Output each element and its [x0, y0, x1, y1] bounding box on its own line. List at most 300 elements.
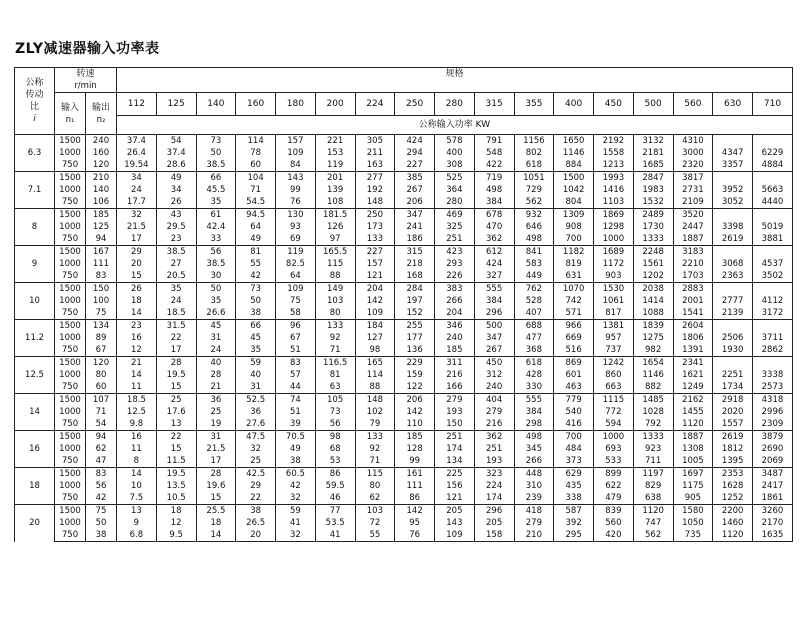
power-cell: 22	[236, 492, 276, 505]
power-cell: 45	[236, 332, 276, 344]
power-cell: 77	[315, 505, 355, 518]
power-cell: 1685	[633, 159, 673, 172]
power-cell: 6229	[753, 147, 793, 159]
power-cell: 2069	[753, 455, 793, 468]
power-cell: 62	[355, 492, 395, 505]
power-cell: 14	[117, 369, 157, 381]
output-speed-cell: 54	[86, 418, 117, 431]
output-speed-cell: 62	[86, 443, 117, 455]
output-speed-cell: 50	[86, 517, 117, 529]
power-cell: 392	[554, 517, 594, 529]
power-cell: 1861	[753, 492, 793, 505]
power-cell: 10	[117, 480, 157, 492]
power-cell: 1887	[673, 233, 713, 246]
power-cell: 32	[276, 492, 316, 505]
power-cell: 1532	[633, 196, 673, 209]
output-speed-cell: 107	[86, 394, 117, 407]
power-cell: 56	[196, 246, 236, 259]
power-cell: 1333	[633, 431, 673, 444]
power-cell: 32	[117, 209, 157, 222]
power-cell: 330	[514, 381, 554, 394]
power-cell: 84	[276, 159, 316, 172]
power-cell: 2996	[753, 406, 793, 418]
power-cell	[753, 172, 793, 185]
power-cell: 373	[554, 455, 594, 468]
power-cell: 142	[395, 406, 435, 418]
power-cell: 88	[355, 381, 395, 394]
power-cell: 148	[355, 196, 395, 209]
power-cell: 294	[395, 147, 435, 159]
output-speed-cell: 106	[86, 196, 117, 209]
power-cell: 97	[315, 233, 355, 246]
power-cell: 136	[395, 344, 435, 357]
power-cell: 779	[554, 394, 594, 407]
power-cell: 130	[276, 209, 316, 222]
output-speed-cell: 67	[86, 344, 117, 357]
power-cell: 711	[633, 455, 673, 468]
power-cell: 1839	[633, 320, 673, 333]
power-cell: 111	[395, 480, 435, 492]
power-cell: 338	[554, 492, 594, 505]
power-cell: 157	[276, 135, 316, 148]
power-cell: 957	[594, 332, 634, 344]
power-cell: 121	[355, 270, 395, 283]
power-cell: 2489	[633, 209, 673, 222]
power-cell: 1197	[633, 468, 673, 481]
input-speed-cell: 1500	[55, 283, 86, 296]
power-cell	[753, 246, 793, 259]
power-cell: 251	[435, 233, 475, 246]
power-cell: 792	[633, 418, 673, 431]
power-cell: 56	[315, 418, 355, 431]
power-cell: 20	[236, 529, 276, 542]
power-cell: 174	[474, 492, 514, 505]
power-cell: 18.5	[117, 394, 157, 407]
power-cell: 5663	[753, 184, 793, 196]
table-row	[15, 344, 793, 357]
power-cell: 284	[395, 283, 435, 296]
power-cell: 38	[236, 307, 276, 320]
power-cell	[713, 320, 753, 333]
power-cell: 55	[355, 529, 395, 542]
power-cell: 3052	[713, 196, 753, 209]
power-cell: 1309	[554, 209, 594, 222]
power-cell: 3172	[753, 307, 793, 320]
power-cell: 362	[474, 233, 514, 246]
power-cell: 50	[196, 283, 236, 296]
power-cell: 50	[196, 147, 236, 159]
input-speed-cell: 750	[55, 196, 86, 209]
power-cell: 1697	[673, 468, 713, 481]
power-cell: 463	[554, 381, 594, 394]
power-cell: 74	[276, 394, 316, 407]
table-row	[15, 431, 793, 444]
input-speed-cell: 1000	[55, 221, 86, 233]
power-cell: 601	[554, 369, 594, 381]
power-cell: 81	[236, 246, 276, 259]
input-speed-cell: 750	[55, 233, 86, 246]
power-cell: 51	[276, 344, 316, 357]
power-cell: 1005	[673, 455, 713, 468]
power-cell: 73	[315, 406, 355, 418]
power-cell: 42	[236, 270, 276, 283]
power-cell: 80	[355, 480, 395, 492]
power-cell: 2619	[713, 233, 753, 246]
power-cell: 3000	[673, 147, 713, 159]
power-cell: 26	[117, 283, 157, 296]
power-cell: 251	[435, 431, 475, 444]
power-cell: 1000	[594, 233, 634, 246]
power-cell: 525	[435, 172, 475, 185]
power-cell: 66	[196, 172, 236, 185]
power-cell: 49	[236, 233, 276, 246]
power-cell: 762	[514, 283, 554, 296]
power-cell: 982	[633, 344, 673, 357]
power-cell: 280	[435, 196, 475, 209]
input-label: 输入	[60, 102, 79, 113]
power-cell: 53.5	[315, 517, 355, 529]
power-cell: 3817	[673, 172, 713, 185]
power-cell: 119	[315, 159, 355, 172]
output-speed-cell: 134	[86, 320, 117, 333]
power-cell: 1381	[594, 320, 634, 333]
output-speed-cell: 47	[86, 455, 117, 468]
power-cell: 416	[554, 418, 594, 431]
input-speed-cell: 1500	[55, 209, 86, 222]
power-cell: 17	[117, 233, 157, 246]
output-speed-cell: 80	[86, 369, 117, 381]
power-cell: 16	[117, 332, 157, 344]
input-speed-cell: 1500	[55, 246, 86, 259]
power-cell: 528	[514, 295, 554, 307]
power-cell: 25	[236, 455, 276, 468]
power-cell: 66	[236, 320, 276, 333]
power-cell: 629	[554, 468, 594, 481]
power-cell: 168	[395, 270, 435, 283]
power-cell: 21	[196, 381, 236, 394]
power-cell: 150	[435, 418, 475, 431]
power-cell: 404	[474, 394, 514, 407]
power-cell: 63	[315, 381, 355, 394]
power-cell	[713, 209, 753, 222]
ratio-cell: 8	[15, 209, 55, 246]
power-cell: 2883	[673, 283, 713, 296]
power-cell: 266	[514, 455, 554, 468]
power-cell: 31.5	[156, 320, 196, 333]
input-speed-cell: 1500	[55, 135, 86, 148]
power-cell: 2170	[753, 517, 793, 529]
power-cell: 747	[633, 517, 673, 529]
power-cell: 2731	[673, 184, 713, 196]
power-cell: 88	[315, 270, 355, 283]
power-cell: 688	[514, 320, 554, 333]
power-cell: 2200	[713, 505, 753, 518]
output-speed-cell: 71	[86, 406, 117, 418]
power-cell: 3260	[753, 505, 793, 518]
power-cell: 15	[196, 492, 236, 505]
table-row	[15, 357, 793, 370]
ratio-cell: 20	[15, 505, 55, 542]
output-speed-cell: 240	[86, 135, 117, 148]
power-cell: 631	[554, 270, 594, 283]
power-cell: 19.6	[196, 480, 236, 492]
power-cell: 184	[355, 320, 395, 333]
power-cell	[713, 357, 753, 370]
size-header-cell: 280	[435, 93, 475, 116]
power-cell: 500	[474, 320, 514, 333]
power-cell: 61	[196, 209, 236, 222]
power-cell: 3068	[713, 258, 753, 270]
power-cell: 51	[276, 406, 316, 418]
power-cell: 678	[474, 209, 514, 222]
power-cell: 26	[156, 196, 196, 209]
power-cell: 2320	[673, 159, 713, 172]
power-cell: 17.7	[117, 196, 157, 209]
power-cell: 152	[395, 307, 435, 320]
power-cell: 103	[315, 295, 355, 307]
power-cell: 206	[395, 394, 435, 407]
power-cell: 32	[236, 443, 276, 455]
power-cell: 1275	[633, 332, 673, 344]
power-cell: 1530	[594, 283, 634, 296]
output-speed-cell: 83	[86, 270, 117, 283]
power-cell: 163	[355, 159, 395, 172]
power-cell: 8	[117, 455, 157, 468]
power-cell: 19.54	[117, 159, 157, 172]
power-cell: 13	[117, 505, 157, 518]
power-cell: 860	[594, 369, 634, 381]
power-cell: 54.5	[236, 196, 276, 209]
power-cell: 1172	[594, 258, 634, 270]
power-cell: 548	[474, 147, 514, 159]
power-cell: 293	[435, 258, 475, 270]
power-cell: 41	[315, 529, 355, 542]
power-cell: 44	[276, 381, 316, 394]
power-cell: 35	[196, 295, 236, 307]
power-cell: 201	[315, 172, 355, 185]
power-cell: 423	[435, 246, 475, 259]
power-cell: 364	[435, 184, 475, 196]
power-cell: 742	[554, 295, 594, 307]
ratio-cell: 16	[15, 431, 55, 468]
power-cell: 1635	[753, 529, 793, 542]
power-cell: 400	[435, 147, 475, 159]
power-cell: 68	[315, 443, 355, 455]
power-cell: 12	[156, 517, 196, 529]
power-cell: 555	[514, 394, 554, 407]
output-speed-cell: 83	[86, 468, 117, 481]
power-cell: 1120	[713, 529, 753, 542]
power-cell: 153	[315, 147, 355, 159]
power-table	[14, 67, 793, 542]
size-header	[117, 68, 793, 93]
input-speed-cell: 1500	[55, 357, 86, 370]
power-cell: 82.5	[276, 258, 316, 270]
output-speed-cell: 94	[86, 233, 117, 246]
power-cell: 1812	[713, 443, 753, 455]
power-cell: 193	[435, 406, 475, 418]
power-cell: 2690	[753, 443, 793, 455]
ratio-header	[15, 68, 55, 135]
power-cell: 39	[276, 418, 316, 431]
power-cell: 18.5	[156, 307, 196, 320]
power-cell: 791	[474, 135, 514, 148]
output-speed-cell: 140	[86, 184, 117, 196]
power-cell: 143	[435, 517, 475, 529]
size-header-cell: 315	[474, 93, 514, 116]
power-cell: 1869	[594, 209, 634, 222]
power-cell: 7.5	[117, 492, 157, 505]
power-cell: 45.5	[196, 184, 236, 196]
power-cell: 29	[117, 246, 157, 259]
power-cell: 1115	[594, 394, 634, 407]
power-cell: 42	[276, 480, 316, 492]
power-cell: 59.5	[315, 480, 355, 492]
power-cell: 4537	[753, 258, 793, 270]
power-cell: 31	[196, 431, 236, 444]
table-row	[15, 258, 793, 270]
power-cell: 1242	[594, 357, 634, 370]
table-row	[15, 394, 793, 407]
power-cell	[713, 135, 753, 148]
power-cell: 295	[554, 529, 594, 542]
n2-symbol: n₂	[96, 114, 106, 125]
power-cell: 210	[514, 529, 554, 542]
input-speed-cell: 750	[55, 159, 86, 172]
power-cell: 45	[196, 320, 236, 333]
input-speed-cell: 1500	[55, 505, 86, 518]
ratio-cell: 12.5	[15, 357, 55, 394]
power-cell: 719	[474, 172, 514, 185]
power-cell: 932	[514, 209, 554, 222]
power-cell: 1333	[633, 233, 673, 246]
power-cell: 3338	[753, 369, 793, 381]
power-cell: 1146	[633, 369, 673, 381]
power-cell: 587	[554, 505, 594, 518]
power-unit-header	[117, 116, 793, 135]
size-header-cell: 400	[554, 93, 594, 116]
power-cell: 1460	[713, 517, 753, 529]
power-cell: 31	[196, 332, 236, 344]
power-cell: 669	[554, 332, 594, 344]
power-cell: 449	[514, 270, 554, 283]
power-cell: 729	[514, 184, 554, 196]
power-cell: 1249	[673, 381, 713, 394]
power-cell: 3398	[713, 221, 753, 233]
power-cell: 60	[236, 159, 276, 172]
size-header-cell: 500	[633, 93, 673, 116]
power-cell: 1000	[594, 431, 634, 444]
power-cell: 50	[236, 295, 276, 307]
power-cell: 114	[236, 135, 276, 148]
table-row	[15, 184, 793, 196]
power-cell: 26.4	[117, 147, 157, 159]
power-cell: 26.5	[236, 517, 276, 529]
power-cell: 555	[474, 283, 514, 296]
size-header-cell: 180	[276, 93, 316, 116]
power-cell: 25	[196, 406, 236, 418]
power-cell: 266	[435, 295, 475, 307]
table-row	[15, 147, 793, 159]
output-speed-cell: 56	[86, 480, 117, 492]
power-cell: 241	[395, 221, 435, 233]
power-cell: 1806	[673, 332, 713, 344]
input-speed-cell: 1000	[55, 147, 86, 159]
power-cell: 43	[156, 209, 196, 222]
power-cell: 71	[315, 344, 355, 357]
power-cell: 622	[594, 480, 634, 492]
output-speed-cell: 100	[86, 295, 117, 307]
power-cell: 119	[276, 246, 316, 259]
output-speed-cell: 38	[86, 529, 117, 542]
power-cell: 428	[514, 369, 554, 381]
power-cell: 1202	[633, 270, 673, 283]
power-cell: 25	[156, 394, 196, 407]
power-cell: 2573	[753, 381, 793, 394]
power-cell: 49	[156, 172, 196, 185]
power-cell: 612	[474, 246, 514, 259]
power-cell: 1103	[594, 196, 634, 209]
table-row	[15, 406, 793, 418]
power-cell: 110	[395, 418, 435, 431]
power-cell: 26.6	[196, 307, 236, 320]
power-cell: 407	[514, 307, 554, 320]
output-speed-cell: 89	[86, 332, 117, 344]
power-cell: 1298	[594, 221, 634, 233]
output-speed-cell: 120	[86, 159, 117, 172]
input-speed-cell: 750	[55, 307, 86, 320]
power-cell: 53	[315, 455, 355, 468]
power-cell: 479	[594, 492, 634, 505]
power-cell: 174	[435, 443, 475, 455]
output-speed-cell: 75	[86, 307, 117, 320]
power-cell: 98	[355, 344, 395, 357]
input-speed-cell: 1000	[55, 369, 86, 381]
power-cell: 186	[395, 233, 435, 246]
power-cell: 29	[236, 480, 276, 492]
power-cell: 99	[395, 455, 435, 468]
table-row	[15, 332, 793, 344]
power-cell: 498	[514, 233, 554, 246]
power-cell: 218	[395, 258, 435, 270]
power-cell: 181.5	[315, 209, 355, 222]
power-cell: 2619	[713, 431, 753, 444]
power-cell: 908	[554, 221, 594, 233]
power-cell: 93	[276, 221, 316, 233]
power-cell: 22	[156, 431, 196, 444]
power-cell: 1120	[673, 418, 713, 431]
power-cell: 14	[117, 468, 157, 481]
input-speed-cell: 1000	[55, 258, 86, 270]
power-cell: 19	[196, 418, 236, 431]
power-cell: 205	[474, 517, 514, 529]
power-cell: 24	[196, 344, 236, 357]
power-cell: 279	[514, 517, 554, 529]
input-speed-cell: 750	[55, 529, 86, 542]
power-cell: 165	[355, 357, 395, 370]
power-cell: 1650	[554, 135, 594, 148]
power-cell: 19.5	[156, 369, 196, 381]
power-cell: 3711	[753, 332, 793, 344]
table-row	[15, 443, 793, 455]
input-speed-cell: 1000	[55, 406, 86, 418]
power-cell: 185	[395, 431, 435, 444]
power-cell: 1051	[514, 172, 554, 185]
power-cell: 34	[117, 172, 157, 185]
power-cell: 35	[236, 344, 276, 357]
size-header-cell: 560	[673, 93, 713, 116]
power-table-body	[15, 68, 793, 542]
